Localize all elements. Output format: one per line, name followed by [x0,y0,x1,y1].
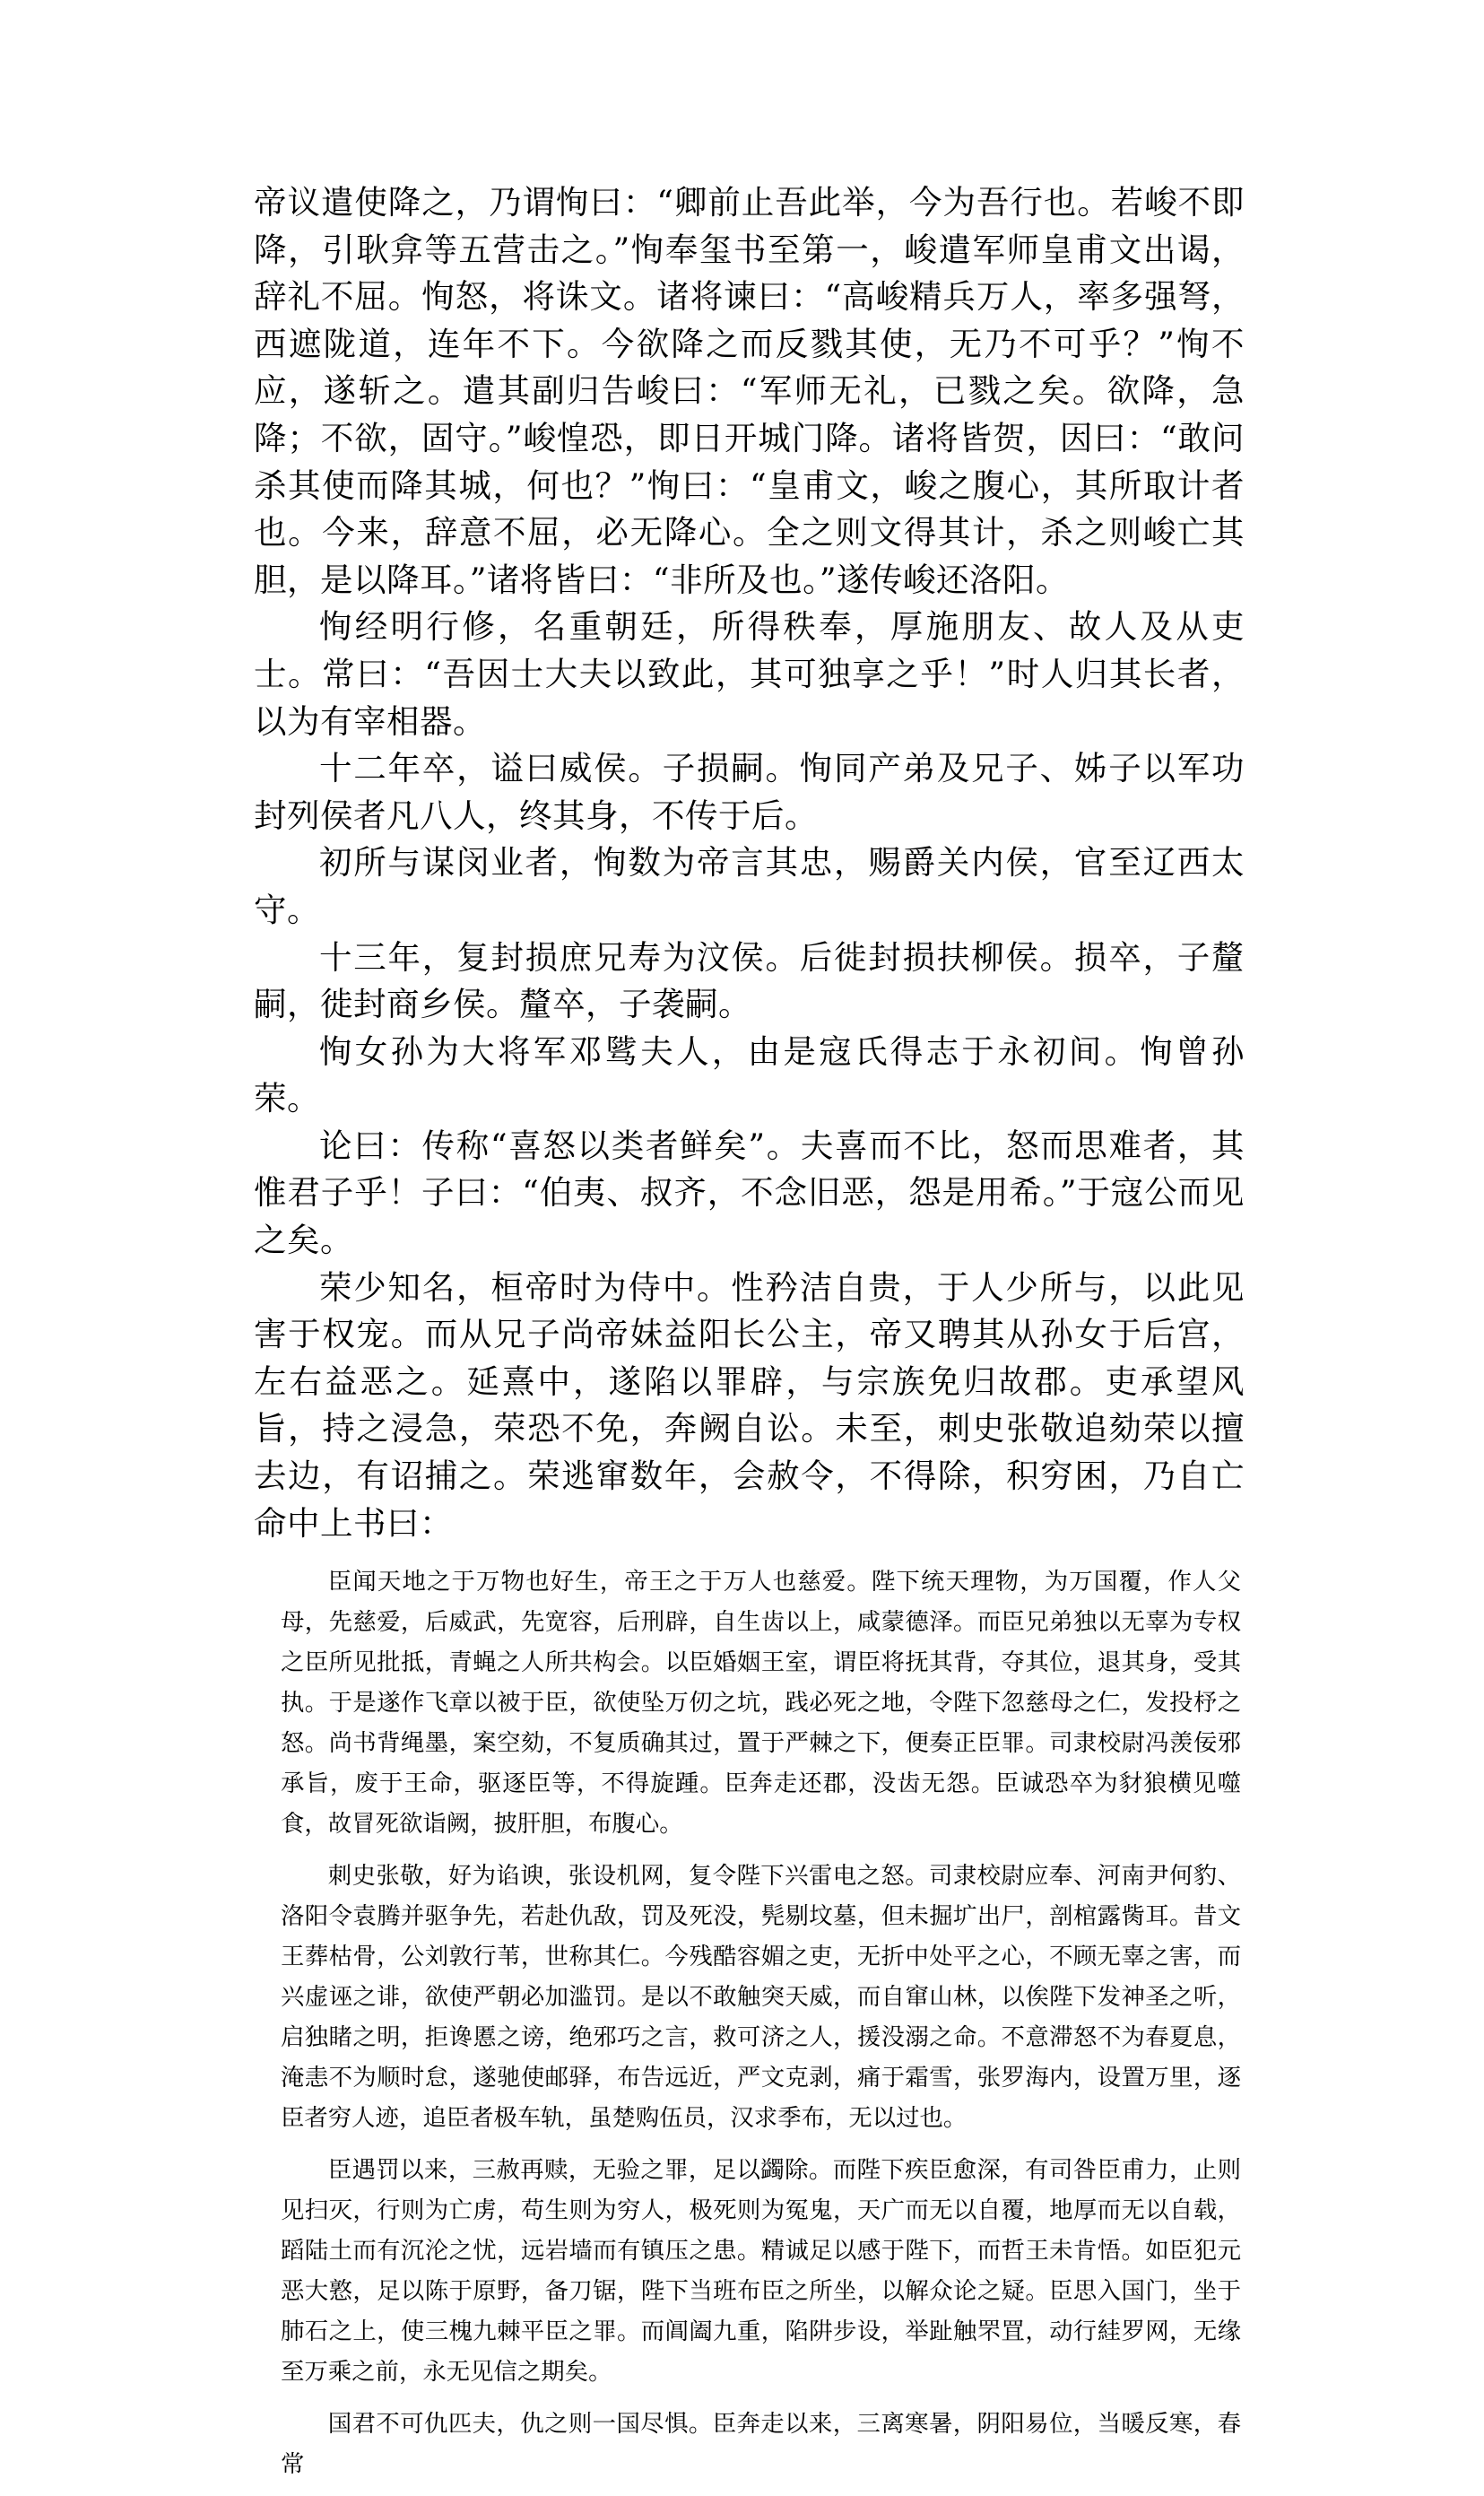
paragraph-main: 恂女孙为大将军邓骘夫人，由是寇氏得志于永初间。恂曾孙荣。 [254,1031,1245,1118]
paragraph-quote: 刺史张敬，好为谄谀，张设机网，复令陛下兴雷电之怒。司隶校尉应奉、河南尹何豹、洛阳令袁腾并驱争先，若赴仇敌，罚及死没，髡剔坟墓，但未掘圹出尸，剖棺露胔耳。昔文王葬枯骨，公刘敦行苇，世称其仁。今残酷容媚之吏，无折中处平之心，不顾无辜之害，而兴虚诬之诽，欲使严朝必加滥罚。是以不敢触突天威，而自窜山林，以俟陛下发神圣之听，启独睹之明，拒谗慝之谤，绝邪巧之言，救可济之人，援没溺之命。不意滞怒不为春夏息，淹恚不为顺时怠，遂驰使邮驿，布告远近，严文克剥，痛于霜雪，张罗海内，设置万里，逐臣者穷人迹，追臣者极车轨，虽楚购伍员，汉求季布，无以过也。 [281,1862,1241,2133]
paragraph-main: 十三年，复封损庶兄寿为汶侯。后徙封损扶柳侯。损卒，子釐嗣，徙封商乡侯。釐卒，子袭嗣。 [254,937,1245,1024]
paragraph-main: 十二年卒，谥曰威侯。子损嗣。恂同产弟及兄子、姊子以军功封列侯者凡八人，终其身，不传于后。 [254,749,1245,835]
paragraph-main: 恂经明行修，名重朝廷，所得秩奉，厚施朋友、故人及从吏士。常曰：“吾因士大夫以致此，其可独享之乎！”时人归其长者，以为有宰相器。 [254,607,1245,741]
paragraph-main: 帝议遣使降之，乃谓恂曰：“卿前止吾此举，今为吾行也。若峻不即降，引耿弇等五营击之。”恂奉玺书至第一，峻遣军师皇甫文出谒，辞礼不屈。恂怒，将诛文。诸将谏曰：“高峻精兵万人，率多强弩，西遮陇道，连年不下。今欲降之而反戮其使，无乃不可乎？”恂不应，遂斩之。遣其副归告峻曰：“军师无礼，已戮之矣。欲降，急降；不欲，固守。”峻惶恐，即日开城门降。诸将皆贺，因曰：“敢问杀其使而降其城，何也？”恂曰：“皇甫文，峻之腹心，其所取计者也。今来，辞意不屈，必无降心。全之则文得其计，杀之则峻亡其胆，是以降耳。”诸将皆曰：“非所及也。”遂传峻还洛阳。 [254,183,1245,599]
paragraph-main: 荣少知名，桓帝时为侍中。性矜洁自贵，于人少所与，以此见害于权宠。而从兄子尚帝妹益阳长公主，帝又聘其从孙女于后宫，左右益恶之。延熹中，遂陷以罪辟，与宗族免归故郡。吏承望风旨，持之浸急，荣恐不免，奔阙自讼。未至，刺史张敬追劾荣以擅去边，有诏捕之。荣逃窜数年，会赦令，不得除，积穷困，乃自亡命中上书曰： [254,1267,1245,1543]
paragraph-quote: 臣闻天地之于万物也好生，帝王之于万人也慈爱。陛下统天理物，为万国覆，作人父母，先慈爱，后威武，先宽容，后刑辟，自生齿以上，咸蒙德泽。而臣兄弟独以无辜为专权之臣所见批抵，青蝇之人所共构会。以臣婚姻王室，谓臣将抚其背，夺其位，退其身，受其执。于是遂作飞章以被于臣，欲使坠万仞之坑，践必死之地，令陛下忽慈母之仁，发投杼之怒。尚书背绳墨，案空劾，不复质确其过，置于严棘之下，便奏正臣罪。司隶校尉冯羡佞邪承旨，废于王命，驱逐臣等，不得旋踵。臣奔走还郡，没齿无怨。臣诚恐卒为豺狼横见噬食，故冒死欲诣阙，披肝胆，布腹心。 [281,1568,1241,1839]
document-page [254,179,1245,2496]
paragraph-quote: 臣遇罚以来，三赦再赎，无验之罪，足以蠲除。而陛下疾臣愈深，有司咎臣甫力，止则见扫灭，行则为亡虏，苟生则为穷人，极死则为冤鬼，天广而无以自覆，地厚而无以自载，蹈陆土而有沉沦之忧，远岩墙而有镇压之患。精诚足以感于陛下，而哲王未肯悟。如臣犯元恶大憝，足以陈于原野，备刀锯，陛下当班布臣之所坐，以解众论之疑。臣思入国门，坐于肺石之上，使三槐九棘平臣之罪。而阊阖九重，陷阱步设，举趾触罘罝，动行絓罗网，无缘至万乘之前，永无见信之期矣。 [281,2156,1241,2387]
main-text [254,179,1245,1547]
paragraph-main: 论曰：传称“喜怒以类者鲜矣”。夫喜而不比，怒而思难者，其惟君子乎！子曰：“伯夷、叔齐，不念旧恶，怨是用希。”于寇公而见之矣。 [254,1126,1245,1260]
paragraph-main: 初所与谋闵业者，恂数为帝言其忠，赐爵关内侯，官至辽西太守。 [254,843,1245,929]
quoted-memorial [254,1561,1245,2484]
paragraph-quote: 国君不可仇匹夫，仇之则一国尽惧。臣奔走以来，三离寒暑，阴阳易位，当暖反寒，春常 [281,2410,1241,2479]
